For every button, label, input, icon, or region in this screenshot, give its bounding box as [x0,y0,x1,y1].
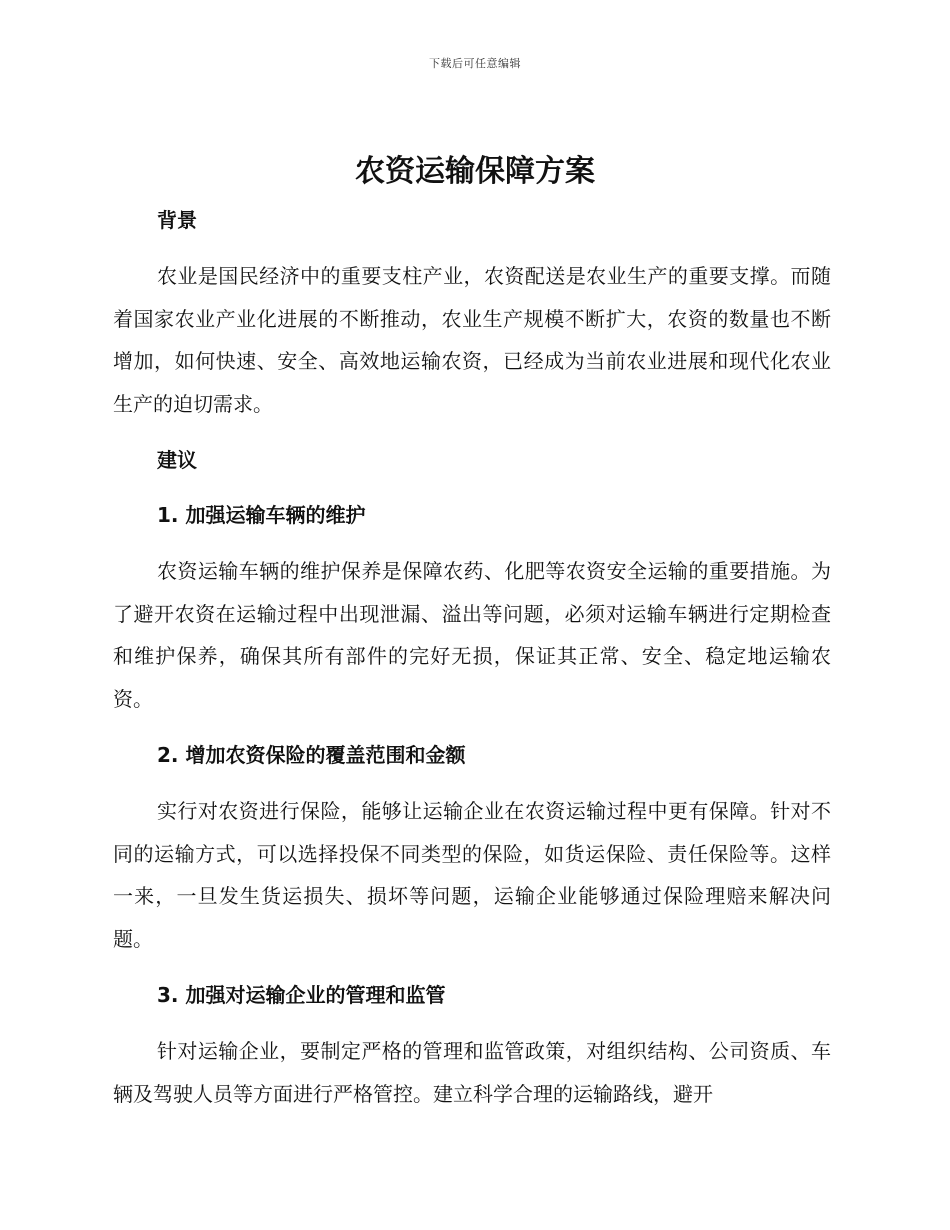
item2-paragraph: 实行对农资进行保险，能够让运输企业在农资运输过程中更有保障。针对不同的运输方式，可以选择投保不同类型的保险，如货运保险、责任保险等。这样一来，一旦发生货运损失、损坏等问题，运输企业能够通过保险理赔来解决问题。 [113,799,831,951]
item1-paragraph: 农资运输车辆的维护保养是保障农药、化肥等农资安全运输的重要措施。为了避开农资在运输过程中出现泄漏、溢出等问题，必须对运输车辆进行定期检查和维护保养，确保其所有部件的完好无损，保证其正常、安全、稳定地运输农资。 [113,559,831,711]
background-heading: 背景 [157,208,197,232]
item3-paragraph: 针对运输企业，要制定严格的管理和监管政策，对组织结构、公司资质、车辆及驾驶人员等方面进行严格管控。建立科学合理的运输路线，避开 [113,1039,831,1106]
suggestion-heading: 建议 [157,448,197,472]
item1-heading: 1. 加强运输车辆的维护 [157,503,366,527]
document-title: 农资运输保障方案 [355,154,595,189]
document-body [113,205,831,1115]
item3-heading: 3. 加强对运输企业的管理和监管 [157,983,446,1007]
background-paragraph: 农业是国民经济中的重要支柱产业，农资配送是农业生产的重要支撑。而随着国家农业产业化进展的不断推动，农业生产规模不断扩大，农资的数量也不断增加，如何快速、安全、高效地运输农资，已经成为当前农业进展和现代化农业生产的迫切需求。 [113,264,831,416]
item2-heading: 2. 增加农资保险的覆盖范围和金额 [157,743,466,767]
header-note: 下载后可任意编辑 [429,57,521,70]
